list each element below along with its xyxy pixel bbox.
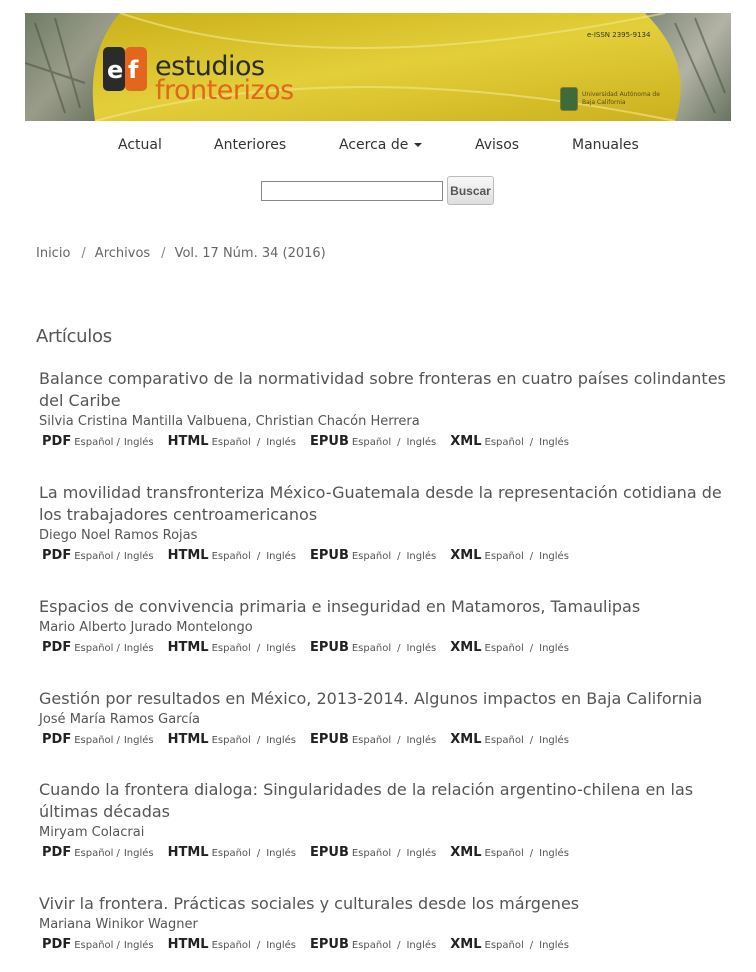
galley-spanish-link[interactable]: Español xyxy=(211,551,251,562)
galley-separator: / xyxy=(116,643,120,654)
article-item xyxy=(39,893,729,953)
galley-separator: / xyxy=(256,735,261,746)
article-item xyxy=(39,368,729,450)
galley-separator: / xyxy=(397,940,401,951)
galley-format-label: EPUB xyxy=(309,732,349,747)
galley-english-link[interactable]: Inglés xyxy=(266,551,296,562)
article-item xyxy=(39,688,729,748)
galley-spanish-link[interactable]: Español xyxy=(74,643,114,654)
galley-format-label: EPUB xyxy=(309,937,349,952)
galley-spanish-link[interactable]: Español xyxy=(484,437,524,448)
breadcrumb-current: Vol. 17 Núm. 34 (2016) xyxy=(174,246,326,261)
galley-format-label: XML xyxy=(450,732,482,747)
article-authors: José María Ramos García xyxy=(39,712,200,727)
article-title-link[interactable]: Balance comparativo de la normatividad sobre fronteras en cuatro países colindantes del Caribe xyxy=(39,369,726,410)
galley-format-label: PDF xyxy=(42,937,72,952)
galley-group-xml xyxy=(450,938,569,953)
galley-group-pdf xyxy=(42,733,154,748)
article-item xyxy=(39,779,729,861)
galley-format-label: XML xyxy=(450,640,482,655)
galley-spanish-link[interactable]: Español xyxy=(74,735,114,746)
galley-links xyxy=(39,549,729,564)
galley-separator: / xyxy=(256,848,261,859)
galley-english-link[interactable]: Inglés xyxy=(406,643,437,654)
main-nav xyxy=(0,137,756,157)
galley-separator: / xyxy=(256,551,261,562)
galley-format-label: EPUB xyxy=(309,640,349,655)
galley-english-link[interactable]: Inglés xyxy=(266,437,296,448)
search-button[interactable]: Buscar xyxy=(447,176,494,205)
article-title-link[interactable]: Gestión por resultados en México, 2013-2014. Algunos impactos en Baja California xyxy=(39,689,703,708)
breadcrumb-separator: / xyxy=(161,246,166,261)
galley-spanish-link[interactable]: Español xyxy=(484,940,524,951)
svg-text:e: e xyxy=(107,56,124,84)
galley-group-epub xyxy=(310,846,436,861)
galley-separator: / xyxy=(397,643,401,654)
galley-group-pdf xyxy=(42,846,154,861)
nav-item-avisos[interactable]: Avisos xyxy=(475,137,520,153)
galley-group-epub xyxy=(310,938,436,953)
galley-separator: / xyxy=(116,437,120,448)
breadcrumb-separator: / xyxy=(81,246,86,261)
galley-format-label: XML xyxy=(450,937,482,952)
nav-item-actual[interactable]: Actual xyxy=(118,137,162,153)
galley-english-link[interactable]: Inglés xyxy=(539,735,569,746)
issn-label: e-ISSN 2395-9134 xyxy=(587,31,651,39)
galley-links xyxy=(39,846,729,861)
section-title: Artículos xyxy=(36,326,112,347)
galley-english-link[interactable]: Inglés xyxy=(406,848,437,859)
galley-separator: / xyxy=(116,735,120,746)
galley-separator: / xyxy=(116,551,120,562)
galley-english-link[interactable]: Inglés xyxy=(123,848,154,859)
galley-group-pdf xyxy=(42,435,154,450)
galley-english-link[interactable]: Inglés xyxy=(539,940,569,951)
nav-item-acerca-de-label: Acerca de xyxy=(339,137,409,153)
galley-group-epub xyxy=(310,641,436,656)
galley-group-xml xyxy=(450,641,569,656)
galley-separator: / xyxy=(529,735,534,746)
galley-spanish-link[interactable]: Español xyxy=(351,643,392,654)
galley-separator: / xyxy=(256,940,261,951)
galley-format-label: PDF xyxy=(42,732,72,747)
galley-spanish-link[interactable]: Español xyxy=(484,551,524,562)
galley-format-label: PDF xyxy=(42,548,72,563)
galley-group-html xyxy=(168,938,296,953)
galley-english-link[interactable]: Inglés xyxy=(406,551,437,562)
galley-separator: / xyxy=(397,848,401,859)
nav-item-anteriores[interactable]: Anteriores xyxy=(214,137,287,153)
galley-english-link[interactable]: Inglés xyxy=(123,437,154,448)
galley-links xyxy=(39,938,729,953)
galley-spanish-link[interactable]: Español xyxy=(484,735,524,746)
galley-format-label: HTML xyxy=(167,434,209,449)
galley-english-link[interactable]: Inglés xyxy=(123,940,154,951)
galley-separator: / xyxy=(529,643,534,654)
galley-english-link[interactable]: Inglés xyxy=(406,437,437,448)
galley-format-label: XML xyxy=(450,434,482,449)
breadcrumb-archive[interactable]: Archivos xyxy=(94,246,151,261)
galley-spanish-link[interactable]: Español xyxy=(211,735,251,746)
galley-separator: / xyxy=(529,940,534,951)
galley-english-link[interactable]: Inglés xyxy=(539,643,569,654)
galley-english-link[interactable]: Inglés xyxy=(123,643,154,654)
galley-english-link[interactable]: Inglés xyxy=(266,643,296,654)
galley-separator: / xyxy=(256,643,261,654)
galley-separator: / xyxy=(397,551,401,562)
breadcrumb-home[interactable]: Inicio xyxy=(36,246,71,261)
galley-english-link[interactable]: Inglés xyxy=(539,437,569,448)
galley-english-link[interactable]: Inglés xyxy=(266,735,296,746)
galley-links xyxy=(39,733,729,748)
galley-separator: / xyxy=(397,735,401,746)
galley-format-label: EPUB xyxy=(309,845,349,860)
galley-group-html xyxy=(168,435,296,450)
galley-spanish-link[interactable]: Español xyxy=(74,940,114,951)
article-item xyxy=(39,482,729,564)
galley-links xyxy=(39,641,729,656)
galley-format-label: HTML xyxy=(167,640,209,655)
galley-english-link[interactable]: Inglés xyxy=(123,551,154,562)
galley-english-link[interactable]: Inglés xyxy=(266,940,296,951)
galley-format-label: HTML xyxy=(167,937,209,952)
galley-format-label: PDF xyxy=(42,640,72,655)
galley-spanish-link[interactable]: Español xyxy=(351,848,392,859)
galley-format-label: EPUB xyxy=(309,548,349,563)
galley-spanish-link[interactable]: Español xyxy=(351,551,392,562)
galley-english-link[interactable]: Inglés xyxy=(266,848,296,859)
university-name: Universidad Autónoma de Baja California xyxy=(582,91,660,106)
university-seal-icon xyxy=(560,87,578,111)
galley-spanish-link[interactable]: Español xyxy=(74,437,114,448)
galley-format-label: HTML xyxy=(167,845,209,860)
galley-english-link[interactable]: Inglés xyxy=(406,940,437,951)
search-input[interactable] xyxy=(261,181,443,201)
galley-group-pdf xyxy=(42,549,154,564)
galley-group-epub xyxy=(310,435,436,450)
caret-down-icon xyxy=(414,143,422,147)
galley-group-html xyxy=(168,549,296,564)
galley-spanish-link[interactable]: Español xyxy=(74,848,114,859)
galley-spanish-link[interactable]: Español xyxy=(351,940,392,951)
article-authors: Diego Noel Ramos Rojas xyxy=(39,528,198,543)
galley-separator: / xyxy=(529,437,534,448)
galley-group-xml xyxy=(450,733,569,748)
galley-spanish-link[interactable]: Español xyxy=(484,848,524,859)
galley-spanish-link[interactable]: Español xyxy=(351,735,392,746)
galley-spanish-link[interactable]: Español xyxy=(211,437,251,448)
galley-separator: / xyxy=(529,551,534,562)
header-banner[interactable] xyxy=(25,13,731,121)
galley-format-label: XML xyxy=(450,845,482,860)
galley-english-link[interactable]: Inglés xyxy=(406,735,437,746)
article-authors: Miryam Colacrai xyxy=(39,825,145,840)
galley-format-label: PDF xyxy=(42,845,72,860)
galley-separator: / xyxy=(256,437,261,448)
galley-links xyxy=(39,435,729,450)
galley-separator: / xyxy=(116,848,120,859)
galley-spanish-link[interactable]: Español xyxy=(211,940,251,951)
nav-item-acerca-de[interactable] xyxy=(339,137,422,153)
galley-group-epub xyxy=(310,549,436,564)
galley-group-pdf xyxy=(42,938,154,953)
logo-text-fronterizos: fronterizos xyxy=(155,75,294,106)
article-title-link[interactable]: La movilidad transfronteriza México-Guatemala desde la representación cotidiana de los trabajadores centroamericanos xyxy=(39,483,722,524)
galley-format-label: PDF xyxy=(42,434,72,449)
galley-english-link[interactable]: Inglés xyxy=(123,735,154,746)
galley-group-epub xyxy=(310,733,436,748)
galley-english-link[interactable]: Inglés xyxy=(539,551,569,562)
nav-item-manuales[interactable]: Manuales xyxy=(572,137,639,153)
galley-group-html xyxy=(168,733,296,748)
galley-group-xml xyxy=(450,549,569,564)
galley-separator: / xyxy=(529,848,534,859)
galley-group-pdf xyxy=(42,641,154,656)
article-authors: Silvia Cristina Mantilla Valbuena, Christian Chacón Herrera xyxy=(39,414,420,429)
galley-spanish-link[interactable]: Español xyxy=(351,437,392,448)
galley-format-label: HTML xyxy=(167,548,209,563)
breadcrumb xyxy=(36,246,334,261)
galley-group-xml xyxy=(450,435,569,450)
article-title-link[interactable]: Cuando la frontera dialoga: Singularidades de la relación argentino-chilena en las últimas décadas xyxy=(39,780,694,821)
galley-format-label: XML xyxy=(450,548,482,563)
galley-format-label: EPUB xyxy=(309,434,349,449)
article-authors: Mariana Winikor Wagner xyxy=(39,917,198,932)
galley-separator: / xyxy=(116,940,120,951)
svg-text:f: f xyxy=(128,56,139,84)
galley-group-xml xyxy=(450,846,569,861)
article-title-link[interactable]: Vivir la frontera. Prácticas sociales y culturales desde los márgenes xyxy=(39,894,580,913)
galley-format-label: HTML xyxy=(167,732,209,747)
logo-text-estudios: estudios xyxy=(155,51,265,82)
article-title-link[interactable]: Espacios de convivencia primaria e inseguridad en Matamoros, Tamaulipas xyxy=(39,597,641,616)
article-authors: Mario Alberto Jurado Montelongo xyxy=(39,620,253,635)
galley-english-link[interactable]: Inglés xyxy=(539,848,569,859)
galley-group-html xyxy=(168,846,296,861)
galley-spanish-link[interactable]: Español xyxy=(74,551,114,562)
galley-separator: / xyxy=(397,437,401,448)
galley-spanish-link[interactable]: Español xyxy=(211,848,251,859)
galley-group-html xyxy=(168,641,296,656)
galley-spanish-link[interactable]: Español xyxy=(484,643,524,654)
article-item xyxy=(39,596,729,656)
galley-spanish-link[interactable]: Español xyxy=(211,643,251,654)
